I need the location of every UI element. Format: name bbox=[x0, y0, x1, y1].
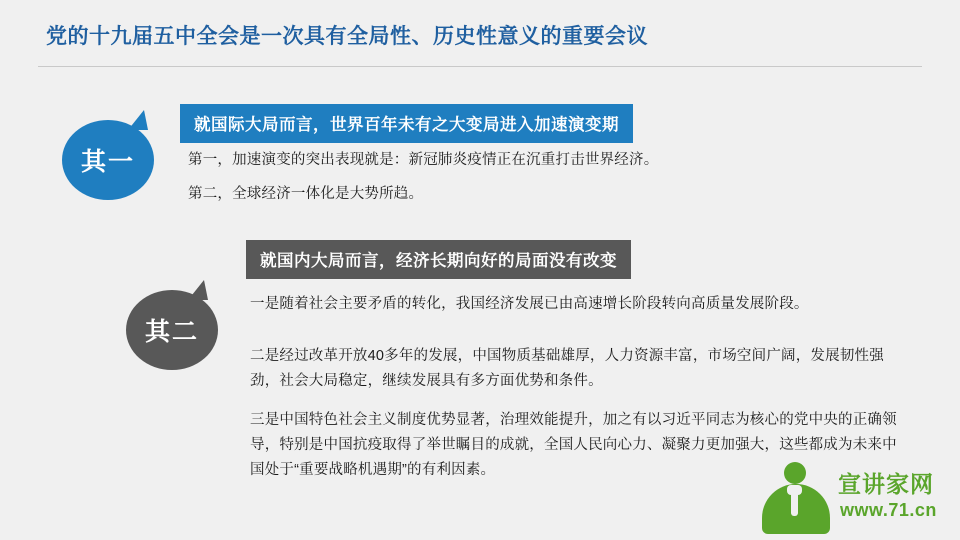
section-heading-one: 就国际大局而言，世界百年未有之大变局进入加速演变期 bbox=[180, 104, 633, 143]
section-two-paragraph-3: 三是中国特色社会主义制度优势显著，治理效能提升，加之有以习近平同志为核心的党中央的正确领导，特别是中国抗疫取得了举世瞩目的成就，全国人民向心力、凝聚力更加强大，这些都成为未来中国处于“重要战略机遇期”的有利因素。 bbox=[250, 412, 897, 478]
section-two-paragraph-1: 一是随着社会主要矛盾的转化，我国经济发展已由高速增长阶段转向高质量发展阶段。 bbox=[250, 296, 809, 312]
watermark-url: www.71.cn bbox=[840, 500, 937, 520]
section-one-paragraph-2: 第二，全球经济一体化是大势所趋。 bbox=[188, 186, 424, 202]
speaker-figure-icon bbox=[758, 460, 834, 534]
section-two-paragraph-2: 二是经过改革开放40多年的发展，中国物质基础雄厚，人力资源丰富，市场空间广阔，发展韧性强劲，社会大局稳定，继续发展具有多方面优势和条件。 bbox=[250, 348, 884, 389]
section-marker-two-label: 其二 bbox=[144, 318, 199, 346]
section-marker-one bbox=[62, 120, 154, 200]
bubble-tail-icon bbox=[188, 280, 208, 300]
section-marker-two bbox=[126, 290, 218, 370]
microphone-head-icon bbox=[787, 485, 802, 495]
speaker-head-icon bbox=[784, 462, 806, 484]
watermark-brand: 宣讲家网 bbox=[838, 471, 934, 497]
page-title: 党的十九届五中全会是一次具有全局性、历史性意义的重要会议 bbox=[46, 25, 648, 48]
section-heading-two: 就国内大局而言，经济长期向好的局面没有改变 bbox=[246, 240, 631, 279]
section-marker-one-label: 其一 bbox=[80, 148, 135, 176]
section-one-paragraph-1: 第一，加速演变的突出表现就是：新冠肺炎疫情正在沉重打击世界经济。 bbox=[188, 152, 659, 168]
watermark-logo bbox=[742, 458, 952, 536]
title-divider bbox=[38, 66, 922, 67]
bubble-tail-icon bbox=[128, 110, 148, 130]
